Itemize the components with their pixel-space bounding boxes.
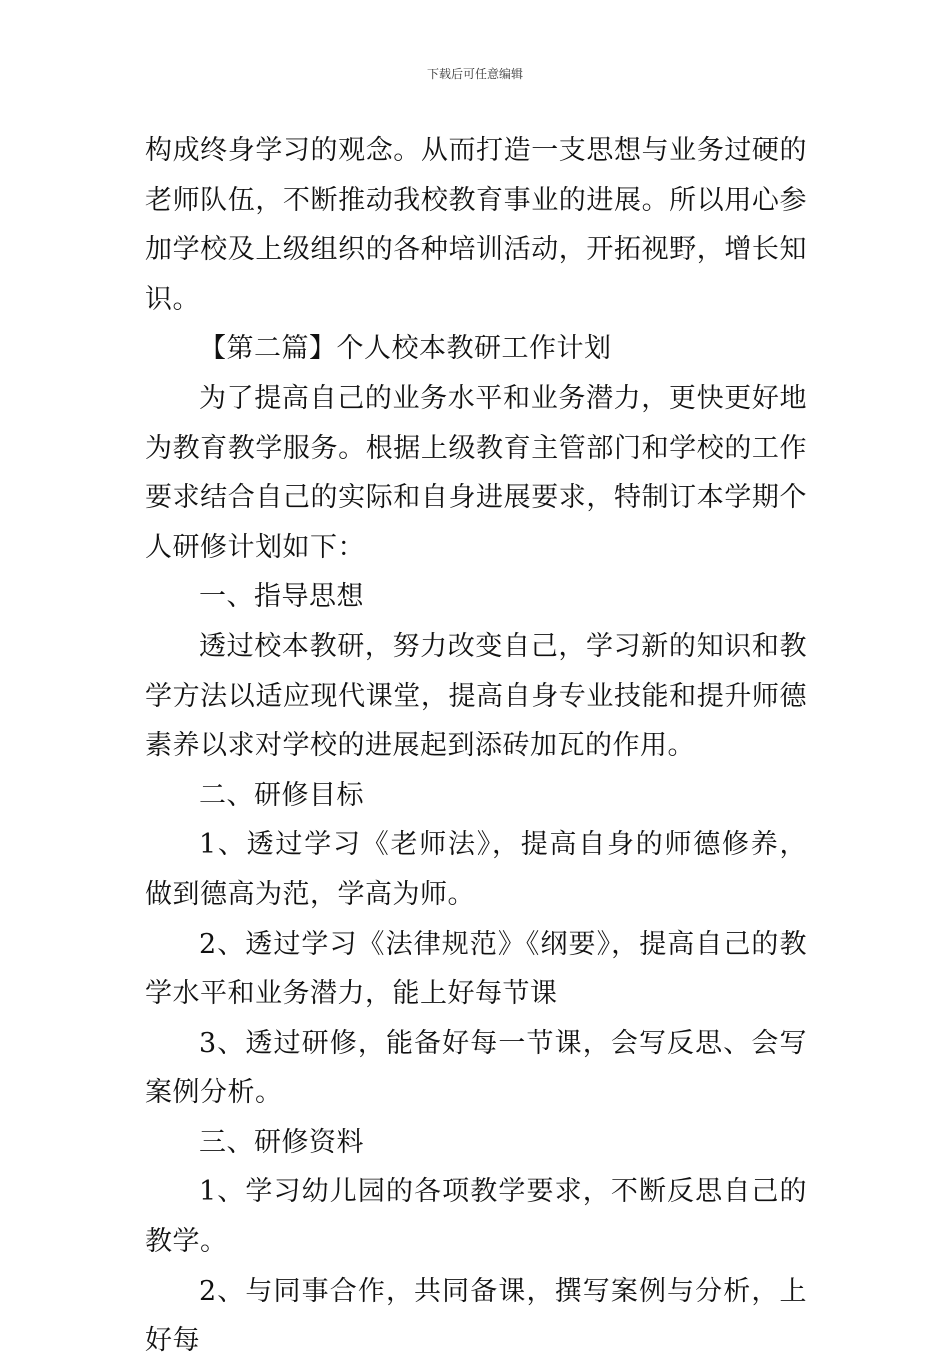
heading-guiding-thought: 一、指导思想	[199, 581, 364, 613]
heading-study-goals: 二、研修目标	[199, 779, 364, 811]
list-item-material-2: 2、与同事合作，共同备课，撰写案例与分析，上好每	[145, 1275, 807, 1357]
list-item-material-1: 1、学习幼儿园的各项教学要求，不断反思自己的教学。	[145, 1176, 807, 1258]
heading-study-materials: 三、研修资料	[199, 1126, 364, 1158]
list-item-goal-2: 2、透过学习《法律规范》《纲要》，提高自己的教学水平和业务潜力，能上好每节课	[145, 928, 807, 1010]
page-header-note: 下载后可任意编辑	[426, 67, 523, 81]
paragraph-continuation: 构成终身学习的观念。从而打造一支思想与业务过硬的老师队伍，不断推动我校教育事业的进展。所以用心参加学校及上级组织的各种培训活动，开拓视野，增长知识。	[145, 135, 807, 315]
section-title-part-two: 【第二篇】个人校本教研工作计划	[199, 333, 612, 365]
list-item-goal-1: 1、透过学习《老师法》，提高自身的师德修养，做到德高为范，学高为师。	[145, 829, 807, 910]
paragraph-intro: 为了提高自己的业务水平和业务潜力，更快更好地为教育教学服务。根据上级教育主管部门和学校的工作要求结合自己的实际和自身进展要求，特制订本学期个人研修计划如下：	[145, 382, 807, 563]
document-body	[145, 126, 807, 1366]
list-item-goal-3: 3、透过研修，能备好每一节课，会写反思、会写案例分析。	[145, 1027, 807, 1109]
paragraph-guiding-thought: 透过校本教研，努力改变自己，学习新的知识和教学方法以适应现代课堂，提高自身专业技能和提升师德素养以求对学校的进展起到添砖加瓦的作用。	[145, 630, 807, 762]
